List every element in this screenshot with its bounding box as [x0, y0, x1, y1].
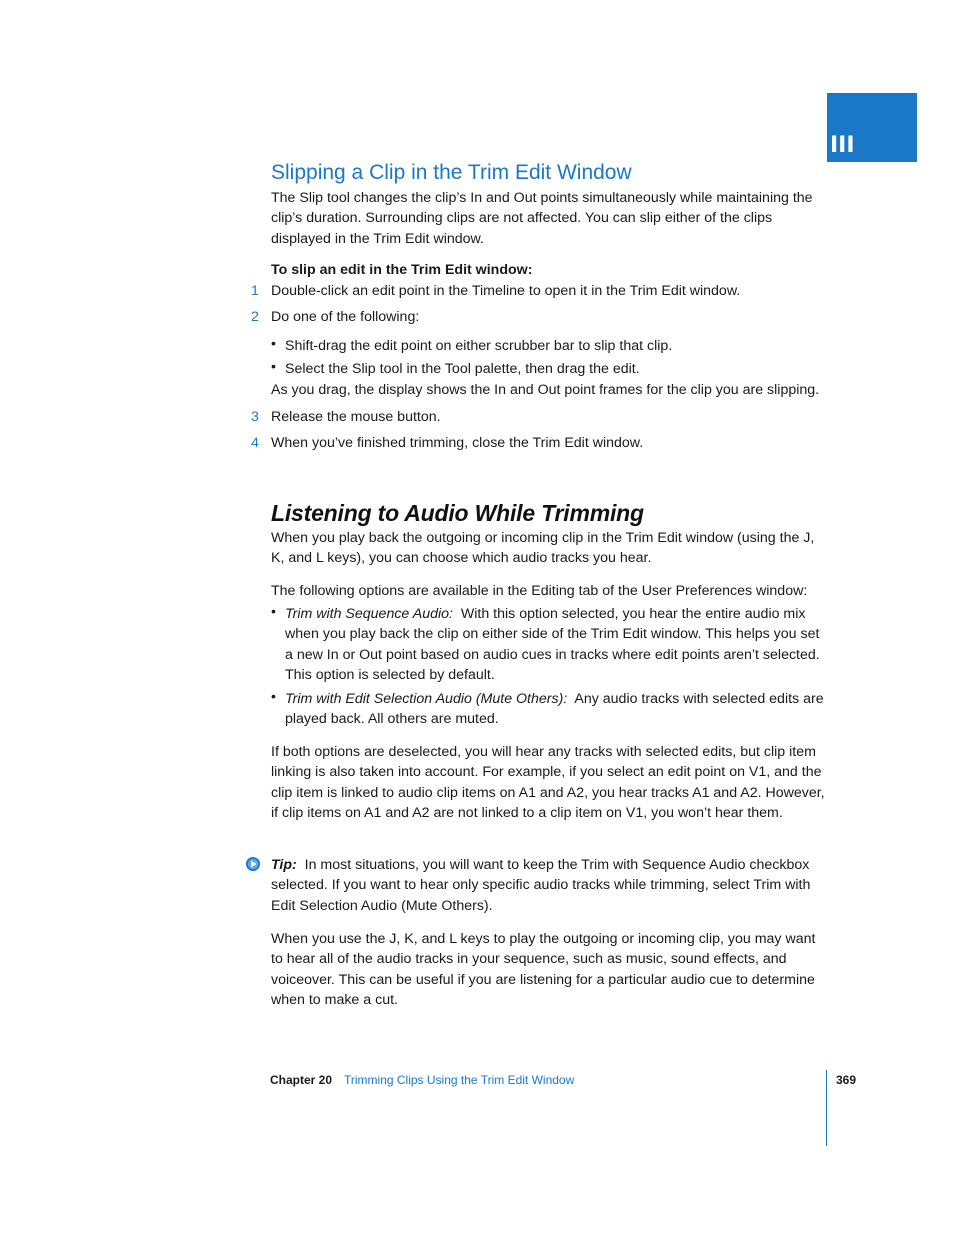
footer-chapter-title: Trimming Clips Using the Trim Edit Window	[344, 1073, 575, 1087]
option-item	[285, 604, 830, 685]
tip-label: Tip:	[271, 857, 297, 873]
options-intro: The following options are available in the Editing tab of the User Preferences window:	[271, 583, 808, 599]
step-number: 3	[251, 409, 259, 425]
bullet-item: Select the Slip tool in the Tool palette, then drag the edit.	[285, 361, 640, 377]
option-desc: Any audio tracks with selected edits are played back. All others are muted.	[285, 691, 824, 728]
page-number: 369	[836, 1073, 857, 1087]
part-tab-label: III	[830, 133, 855, 158]
closing-paragraph: When you use the J, K, and L keys to play the outgoing or incoming clip, you may want to hear all of the audio tracks in your sequence, such as music, sound effects, and voiceover. This can be useful if you are listening for a particular audio cue to determine when to make a cut.	[271, 931, 816, 1008]
footer-divider	[826, 1070, 827, 1146]
section-heading-slipping: Slipping a Clip in the Trim Edit Window	[271, 161, 632, 184]
step-text: Release the mouse button.	[271, 409, 441, 425]
step-text: Do one of the following:	[271, 309, 420, 325]
bullet-dot: •	[271, 689, 276, 705]
bullet-dot: •	[271, 359, 276, 375]
option-term: Trim with Edit Selection Audio (Mute Others):	[285, 691, 568, 707]
tip-arrow-icon	[245, 856, 261, 872]
bullet-item: Shift-drag the edit point on either scrubber bar to slip that clip.	[285, 338, 673, 354]
tip-paragraph	[271, 855, 831, 916]
option-term: Trim with Sequence Audio:	[285, 606, 453, 622]
step-text: When you’ve finished trimming, close the Trim Edit window.	[271, 435, 644, 451]
deselected-paragraph: If both options are deselected, you will hear any tracks with selected edits, but clip item linking is also taken into account. For example, if you select an edit point on V1, and the clip item is linked to audio clip items on A1 and A2, you hear tracks A1 and A2. However, if clip items on A1 and A2 are not linked to a clip item on V1, you won’t hear them.	[271, 744, 825, 821]
section2-intro: When you play back the outgoing or incoming clip in the Trim Edit window (using the J, K, and L keys), you can choose which audio tracks you hear.	[271, 530, 815, 567]
bullet-dot: •	[271, 604, 276, 620]
bullet-dot: •	[271, 336, 276, 352]
step-number: 2	[251, 309, 259, 325]
footer-chapter: Chapter 20	[270, 1073, 333, 1087]
after-bullets-text: As you drag, the display shows the In and Out point frames for the clip you are slipping.	[271, 382, 820, 398]
section-heading-listening: Listening to Audio While Trimming	[271, 500, 644, 526]
step-number: 1	[251, 283, 259, 299]
option-item	[285, 689, 830, 730]
tip-text: In most situations, you will want to keep the Trim with Sequence Audio checkbox selected. If you want to hear only specific audio tracks while trimming, select Trim with Edit Selection Audio (Mute Others).	[271, 857, 811, 914]
section1-intro: The Slip tool changes the clip’s In and Out points simultaneously while maintaining the clip’s duration. Surrounding clips are not affected. You can slip either of the clips displayed in the Trim Edit window.	[271, 190, 813, 247]
option-desc: With this option selected, you hear the entire audio mix when you play back the clip on either side of the Trim Edit window. This helps you set a new In or Out point based on audio cues in tracks where edit points aren’t selected. This option is selected by default.	[285, 606, 820, 683]
part-tab	[827, 93, 917, 162]
step-text: Double-click an edit point in the Timeline to open it in the Trim Edit window.	[271, 283, 741, 299]
procedure-label: To slip an edit in the Trim Edit window:	[271, 262, 533, 278]
step-number: 4	[251, 435, 259, 451]
